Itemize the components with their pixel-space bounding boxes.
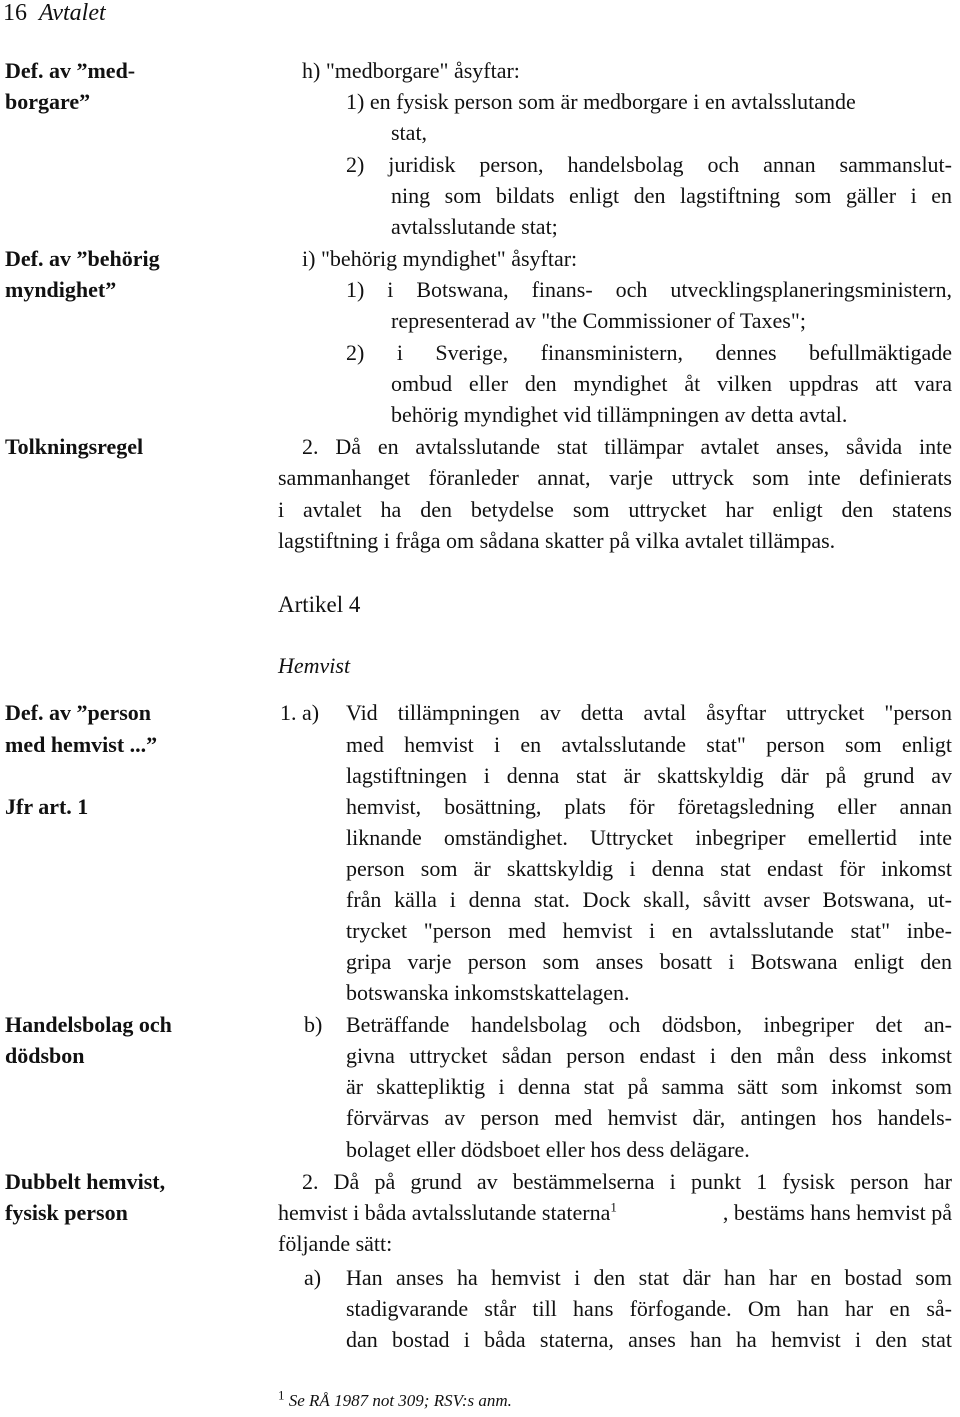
point-h-1: 1) en fysisk person som är medborgare i en avtalsslutande: [346, 89, 856, 114]
footnote: [278, 1388, 512, 1414]
margin-note-dubbelt-1: Dubbelt hemvist,: [5, 1169, 166, 1194]
point-b-line-4: förvärvas av person med hemvist där, antingen hos handels-: [346, 1105, 952, 1130]
margin-note-handelsbolag-1: Handelsbolag och: [5, 1012, 172, 1037]
margin-note-def-medborgare-2: borgare”: [5, 89, 91, 114]
article-title: Artikel 4: [278, 592, 361, 617]
margin-note-handelsbolag-2: dödsbon: [5, 1043, 85, 1068]
point-h-heading: h) "medborgare" åsyftar:: [302, 58, 520, 83]
point-c-label: a): [304, 1265, 322, 1290]
margin-note-def-person-2: med hemvist ...”: [5, 732, 158, 757]
point-c-line-1: Han anses ha hemvist i den stat där han har en bostad som: [346, 1265, 952, 1290]
point-1a-line-2: med hemvist i en avtalsslutande stat" person som enligt: [346, 732, 952, 757]
para-2-line-1: 2. Då en avtalsslutande stat tillämpar avtalet anses, såvida inte: [302, 434, 952, 459]
page-number: [3, 0, 106, 29]
point-1a-line-9: gripa varje person som anses bosatt i Botswana enligt den: [346, 949, 952, 974]
margin-note-def-behorig-1: Def. av ”behörig: [5, 246, 160, 271]
point-1a-line-3: lagstiftningen i denna stat är skattskyldig där på grund av: [346, 763, 952, 788]
point-1a-line-8: trycket "person med hemvist i en avtalsslutande stat" inbe-: [346, 918, 952, 943]
margin-note-def-behorig-2: myndighet”: [5, 277, 117, 302]
margin-note-def-person-1: Def. av ”person: [5, 700, 152, 725]
point-1a-line-6: person som är skattskyldig i denna stat endast för inkomst: [346, 856, 952, 881]
point-b-line-3: är skattepliktig i denna stat på samma sätt som inkomst som: [346, 1074, 952, 1099]
point-i-heading: i) "behörig myndighet" åsyftar:: [302, 246, 578, 271]
point-1a-line-5: liknande omständighet. Uttrycket inbegriper emellertid inte: [346, 825, 952, 850]
point-c-line-3: dan bostad i båda staterna, anses han ha hemvist i den stat: [346, 1327, 952, 1352]
article-subtitle: Hemvist: [278, 653, 351, 678]
para-2-line-4: lagstiftning i fråga om sådana skatter på vilka avtalet tillämpas.: [278, 528, 836, 553]
point-h-1-cont: stat,: [391, 120, 428, 145]
point-b-line-5: bolaget eller dödsboet eller hos dess delägare.: [346, 1137, 750, 1162]
margin-note-def-medborgare-1: Def. av ”med-: [5, 58, 136, 83]
point-1a-line-1: Vid tillämpningen av detta avtal åsyftar uttrycket "person: [346, 700, 952, 725]
para-3-line-2: [278, 1197, 952, 1228]
point-i-1: 1) i Botswana, finans- och utvecklingsplaneringsministern,: [346, 277, 952, 302]
para-2-line-3: i avtalet ha den betydelse som uttrycket har enligt den statens: [278, 497, 952, 522]
footnote-ref: 1: [610, 1199, 617, 1215]
section-title: Avtalet: [39, 0, 106, 26]
para-3-line-3: följande sätt:: [278, 1231, 393, 1256]
para-3-line-1: 2. Då på grund av bestämmelserna i punkt 1 fysisk person har: [302, 1169, 952, 1194]
point-1a-line-4: hemvist, bosättning, plats för företagsledning eller annan: [346, 794, 952, 819]
point-i-2-end: behörig myndighet vid tillämpningen av detta avtal.: [391, 402, 848, 427]
point-h-2-end: avtalsslutande stat;: [391, 214, 558, 239]
margin-note-jfr: Jfr art. 1: [5, 794, 89, 819]
point-i-2-cont: ombud eller den myndighet åt vilken uppdras att vara: [391, 371, 952, 396]
point-c-line-2: stadigvarande står till hans förfogande. Om han har en så-: [346, 1296, 952, 1321]
margin-note-tolkningsregel: Tolkningsregel: [5, 434, 144, 459]
footnote-text: Se RÅ 1987 not 309; RSV:s anm.: [288, 1391, 512, 1410]
para-2-line-2: sammanhanget föranleder annat, varje uttryck som inte definierats: [278, 465, 952, 490]
point-h-2-cont: ning som bildats enligt den lagstiftning som gäller i en: [391, 183, 952, 208]
point-h-2: 2) juridisk person, handelsbolag och annan sammanslut-: [346, 152, 952, 177]
point-1a-line-10: botswanska inkomstskattelagen.: [346, 980, 630, 1005]
point-i-2: 2) i Sverige, finansministern, dennes befullmäktigade: [346, 340, 952, 365]
point-b-line-1: Beträffande handelsbolag och dödsbon, inbegriper det an-: [346, 1012, 952, 1037]
margin-note-dubbelt-2: fysisk person: [5, 1200, 128, 1225]
para-3-line-2-part-a: hemvist i båda avtalsslutande staterna$^1$: [278, 1199, 617, 1225]
point-1a-line-7: från källa i denna stat. Dock skall, såvitt avser Botswana, ut-: [346, 887, 952, 912]
page-number-value: 16: [3, 0, 27, 26]
point-b-label: b): [304, 1012, 323, 1037]
point-1a-label: 1. a): [280, 700, 320, 725]
point-b-line-2: givna uttrycket sådan person endast i den mån dess inkomst: [346, 1043, 952, 1068]
footnote-number: 1: [278, 1387, 285, 1403]
point-i-1-cont: representerad av "the Commissioner of Taxes";: [391, 308, 806, 333]
para-3-line-2-part-b: , bestäms hans hemvist på: [722, 1200, 952, 1225]
